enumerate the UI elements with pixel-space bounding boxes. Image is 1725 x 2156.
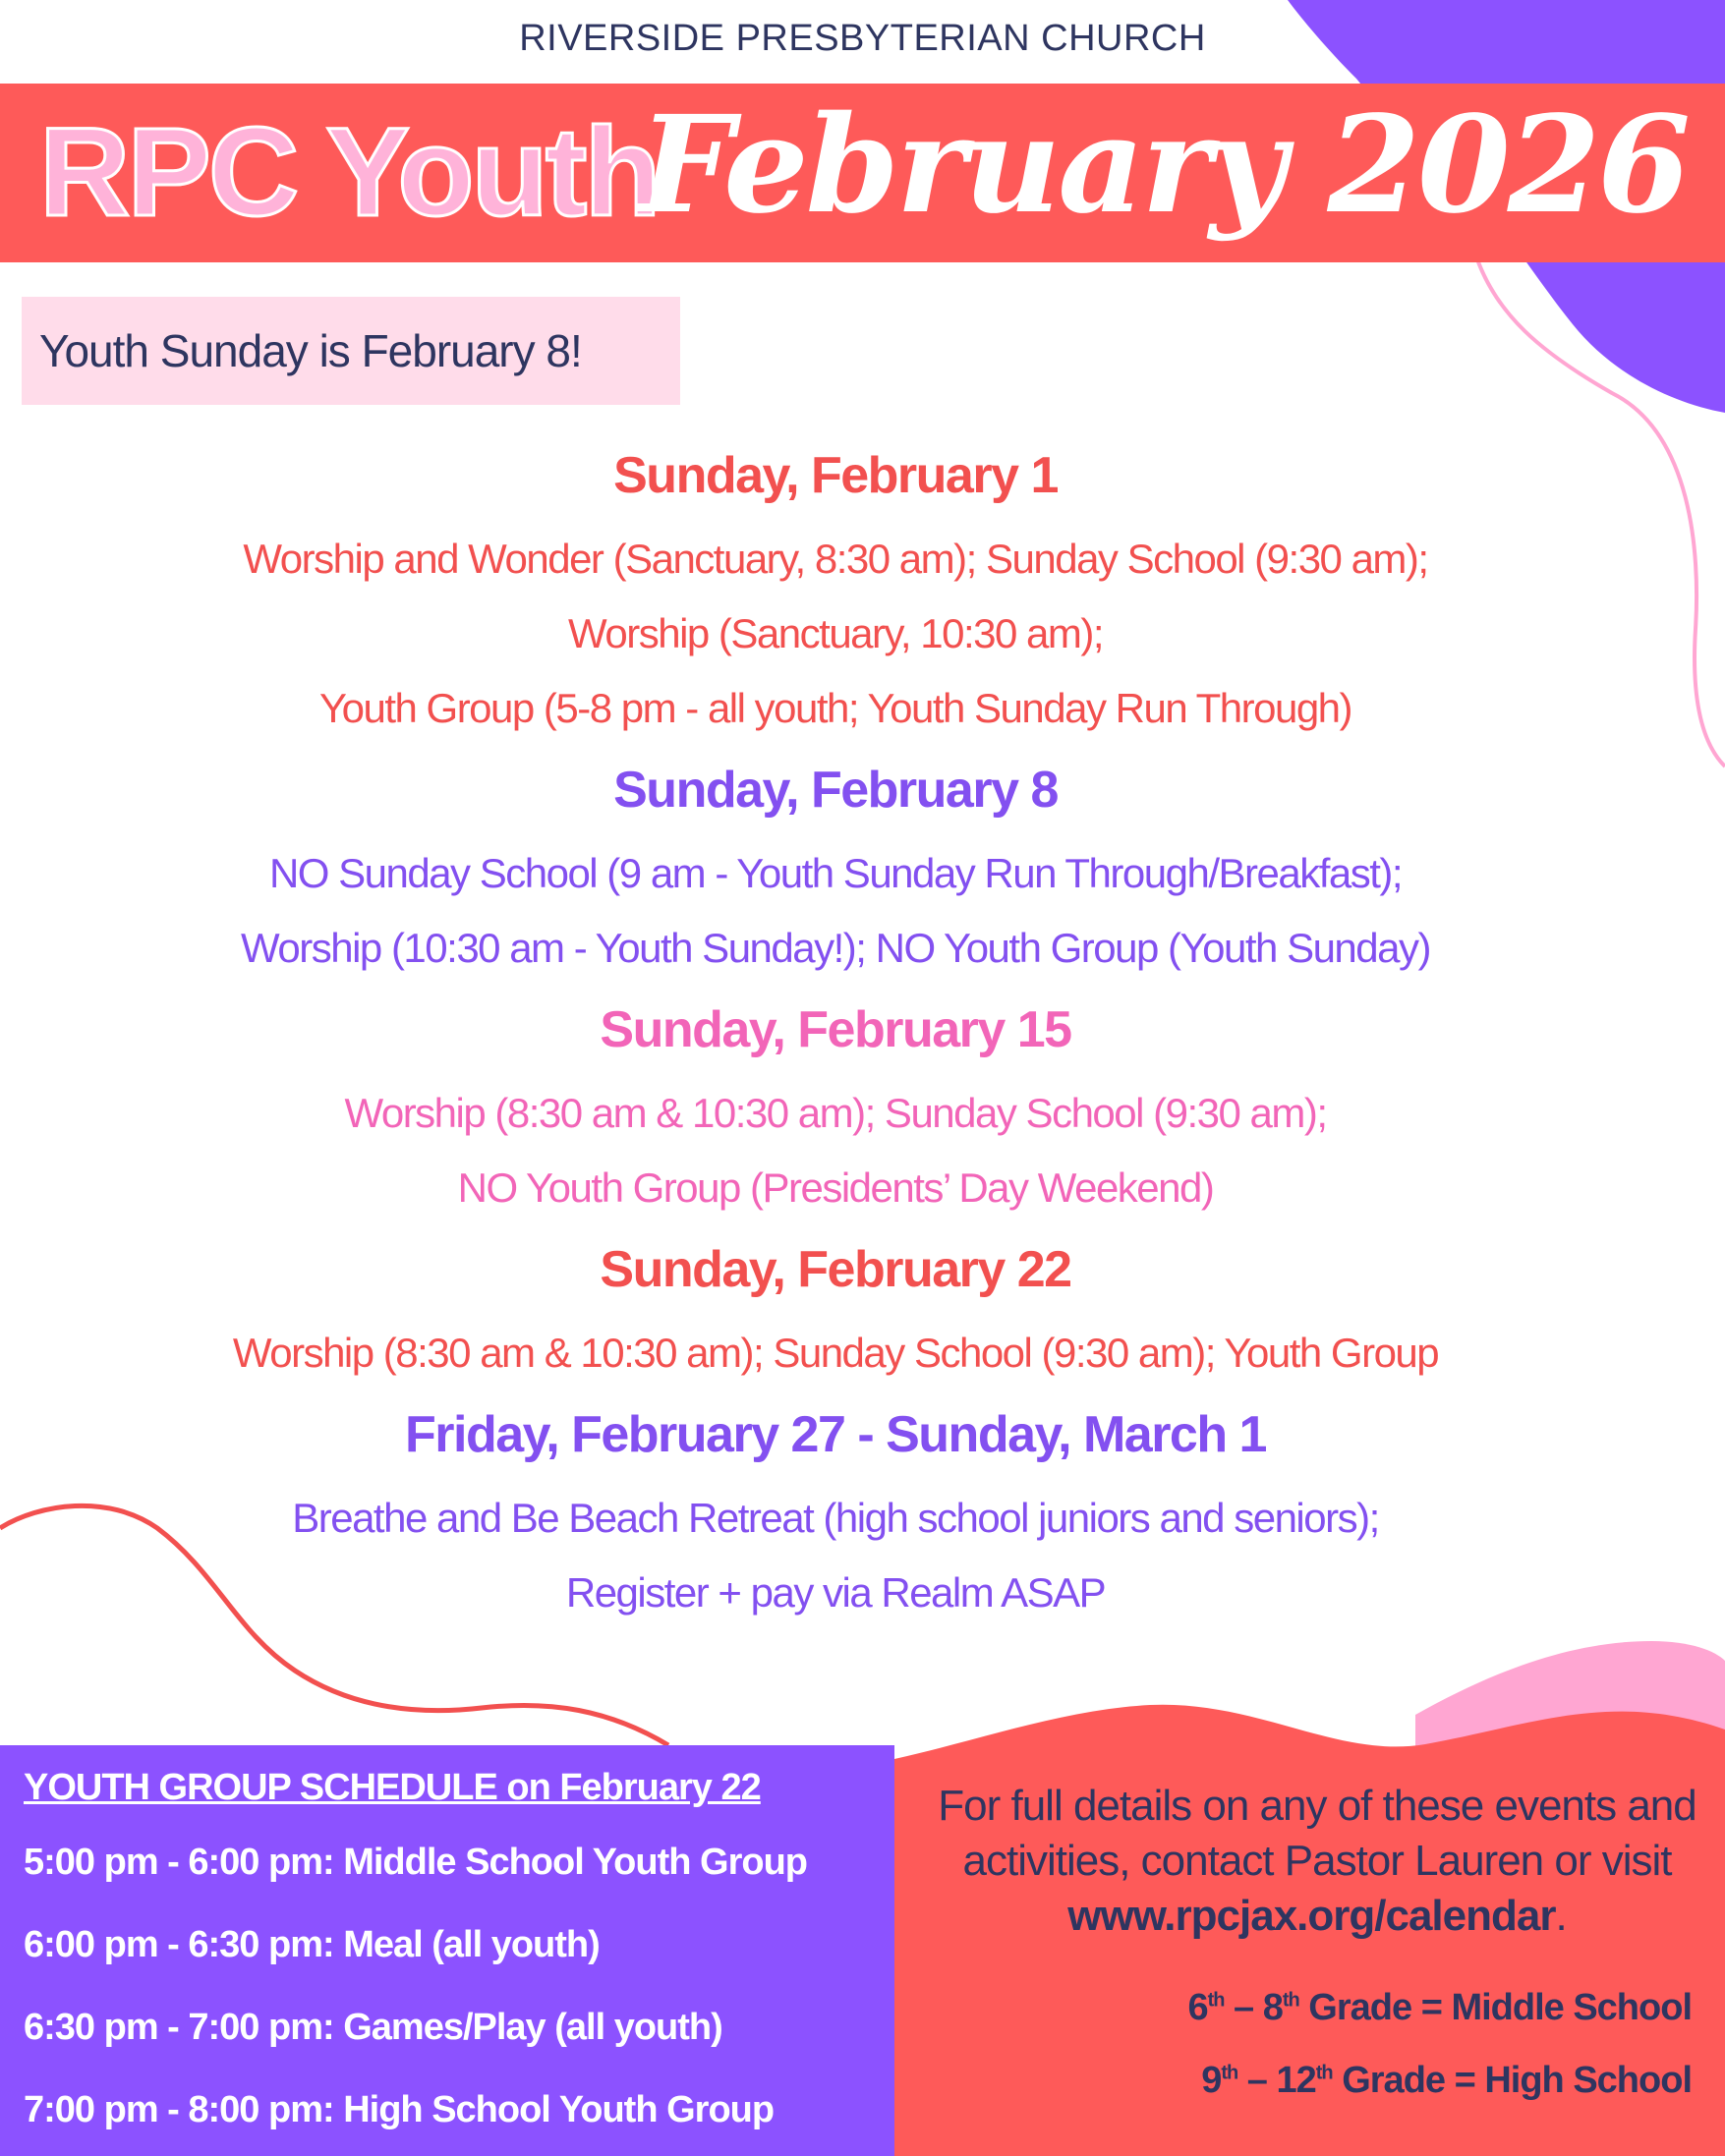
event-date: Sunday, February 15 <box>600 1001 1071 1058</box>
grade-from-sup: th <box>1221 2062 1238 2084</box>
event-detail: Register + pay via Realm ASAP <box>565 1569 1106 1616</box>
event-item <box>0 447 1671 731</box>
schedule-item: 6:30 pm - 7:00 pm: Games/Play (all youth) <box>24 2007 722 2048</box>
grade-label: Grade = Middle School <box>1298 1987 1692 2028</box>
grade-from-sup: th <box>1207 1989 1225 2012</box>
grade-to: 12 <box>1276 2060 1316 2101</box>
grade-to: 8 <box>1262 1987 1283 2028</box>
event-detail: Worship (8:30 am & 10:30 am); Sunday School (9:30 am); Youth Group <box>232 1330 1439 1376</box>
event-item <box>0 762 1671 971</box>
event-detail: Breathe and Be Beach Retreat (high school juniors and seniors); <box>292 1495 1379 1541</box>
event-detail: Youth Group (5-8 pm - all youth; Youth Sunday Run Through) <box>318 685 1352 731</box>
event-detail: NO Sunday School (9 am - Youth Sunday Run Through/Breakfast); <box>268 850 1403 896</box>
grade-to-sup: th <box>1315 2062 1333 2084</box>
contact-info <box>924 1779 1710 1944</box>
month-title: February 2026 <box>639 86 1688 244</box>
grade-high-school <box>1201 2060 1692 2102</box>
event-detail: NO Youth Group (Presidents’ Day Weekend) <box>457 1164 1214 1211</box>
event-item <box>0 1241 1671 1376</box>
brand-title: RPC Youth <box>39 102 659 243</box>
event-date: Sunday, February 22 <box>600 1241 1071 1298</box>
church-name: RIVERSIDE PRESBYTERIAN CHURCH <box>519 18 1206 59</box>
grade-label: Grade = High School <box>1332 2060 1692 2101</box>
event-date: Sunday, February 1 <box>613 447 1058 504</box>
calendar-link[interactable]: www.rpcjax.org/calendar <box>1067 1892 1556 1940</box>
grade-dash: – <box>1237 2060 1277 2101</box>
schedule-item: 7:00 pm - 8:00 pm: High School Youth Group <box>24 2089 775 2130</box>
schedule-title: YOUTH GROUP SCHEDULE on February 22 <box>24 1767 761 1808</box>
event-item <box>0 1001 1671 1211</box>
event-list <box>0 442 1671 1614</box>
grade-middle-school <box>1187 1987 1692 2029</box>
contact-text: For full details on any of these events and activities, contact Pastor Lauren or visit <box>938 1782 1696 1885</box>
event-detail: Worship (8:30 am & 10:30 am); Sunday School (9:30 am); <box>344 1090 1327 1136</box>
schedule-item: 5:00 pm - 6:00 pm: Middle School Youth Group <box>24 1842 807 1883</box>
contact-period: . <box>1555 1892 1567 1940</box>
event-date: Sunday, February 8 <box>613 762 1058 819</box>
event-detail: Worship (10:30 am - Youth Sunday!); NO Youth Group (Youth Sunday) <box>241 925 1430 971</box>
grade-from: 6 <box>1187 1987 1208 2028</box>
event-detail: Worship and Wonder (Sanctuary, 8:30 am); Sunday School (9:30 am); <box>243 536 1428 582</box>
event-date: Friday, February 27 - Sunday, March 1 <box>405 1406 1266 1463</box>
youth-group-schedule <box>0 1745 894 2156</box>
event-item <box>0 1406 1671 1616</box>
callout-text: Youth Sunday is February 8! <box>39 325 582 376</box>
grade-to-sup: th <box>1282 1989 1299 2012</box>
youth-sunday-callout <box>22 297 680 405</box>
grade-dash: – <box>1224 1987 1263 2028</box>
grade-from: 9 <box>1201 2060 1222 2101</box>
schedule-item: 6:00 pm - 6:30 pm: Meal (all youth) <box>24 1924 600 1965</box>
event-detail: Worship (Sanctuary, 10:30 am); <box>567 610 1104 656</box>
